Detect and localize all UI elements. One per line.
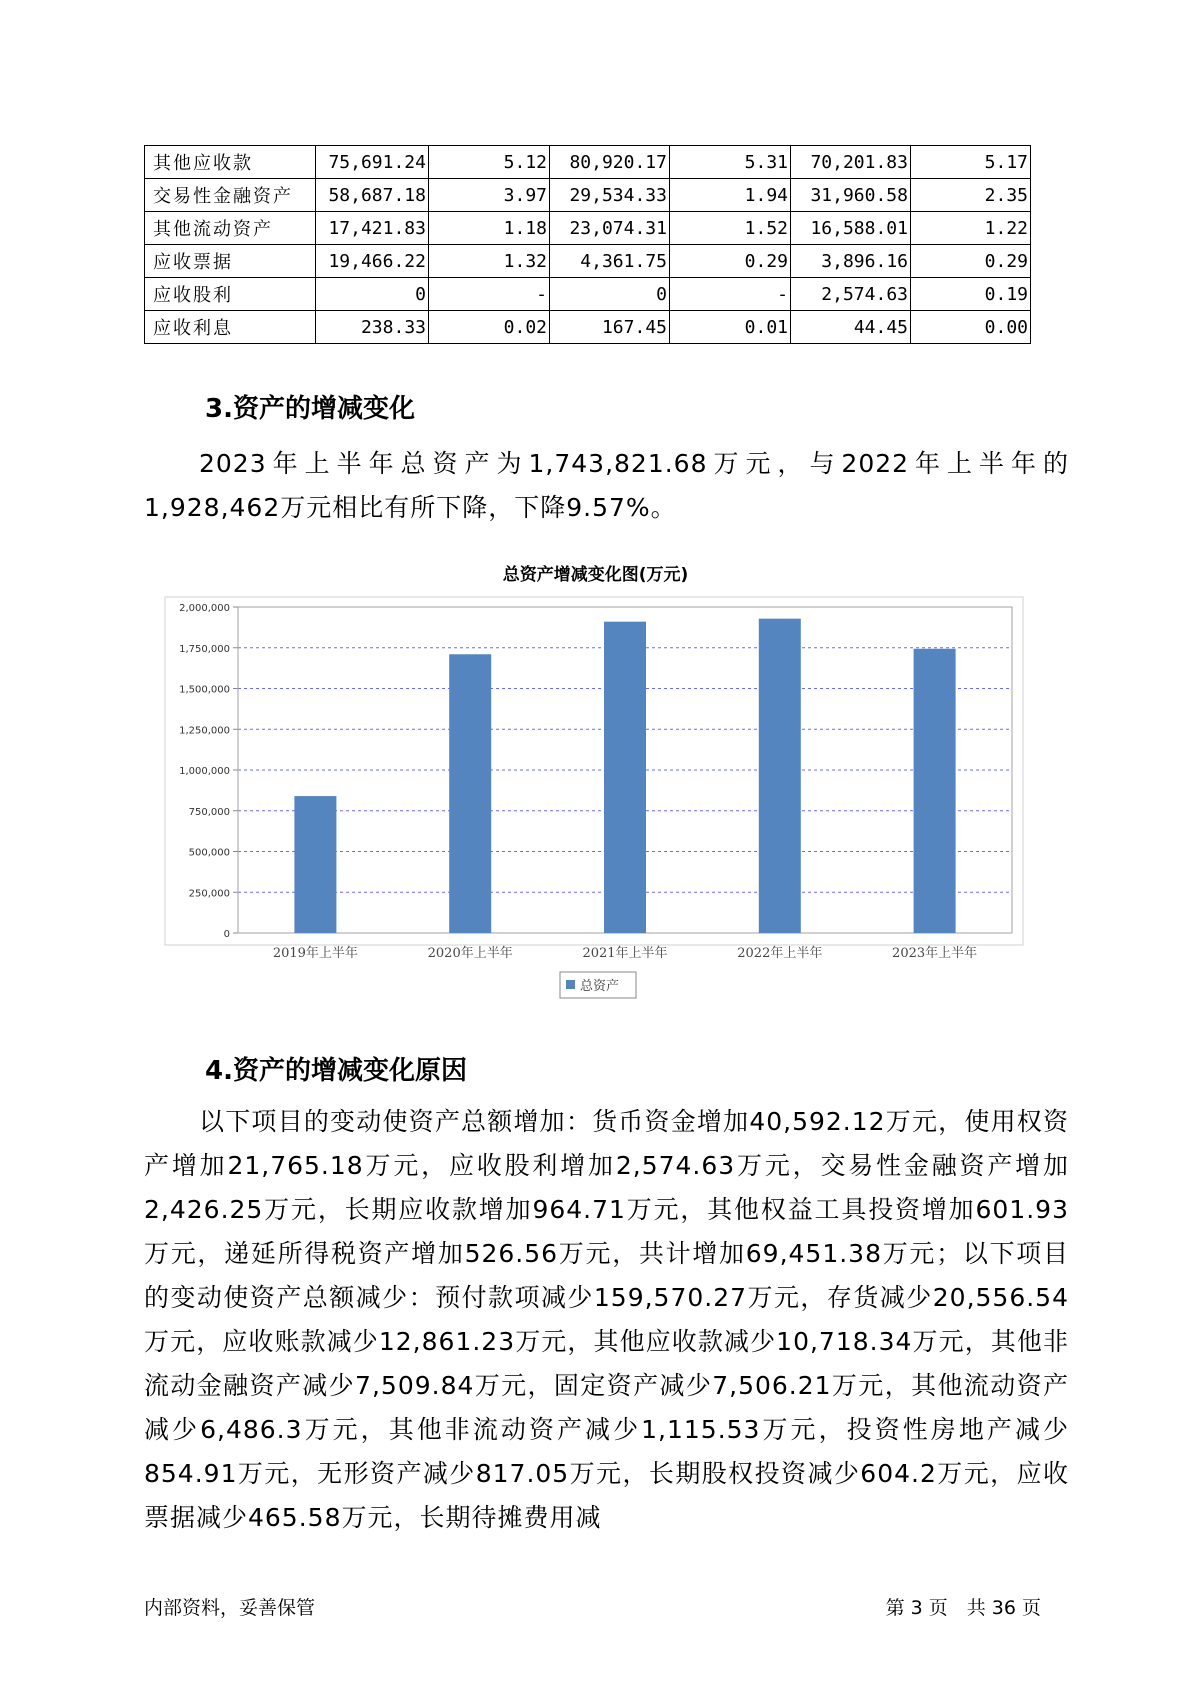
chart-outer-frame bbox=[165, 597, 1023, 945]
value-cell: 19,466.22 bbox=[316, 245, 429, 278]
x-tick-label: 2022年上半年 bbox=[737, 946, 823, 961]
value-cell: 3.97 bbox=[429, 179, 550, 212]
value-cell: 5.31 bbox=[670, 146, 791, 179]
x-tick-label: 2021年上半年 bbox=[582, 946, 668, 961]
value-cell: 44.45 bbox=[791, 311, 911, 344]
y-tick-label: 1,250,000 bbox=[179, 725, 230, 737]
value-cell: 0 bbox=[550, 278, 670, 311]
value-cell: 5.17 bbox=[911, 146, 1031, 179]
value-cell: 1.18 bbox=[429, 212, 550, 245]
value-cell: 0.02 bbox=[429, 311, 550, 344]
y-tick-label: 1,000,000 bbox=[179, 766, 230, 777]
y-tick-label: 500,000 bbox=[188, 847, 230, 859]
row-label-cell: 应收利息 bbox=[145, 311, 316, 344]
y-tick-label: 2,000,000 bbox=[179, 603, 230, 614]
x-tick-label: 2020年上半年 bbox=[427, 946, 513, 961]
bar-2019年上半年 bbox=[294, 796, 336, 933]
legend-swatch bbox=[566, 980, 575, 989]
value-cell: 2.35 bbox=[911, 179, 1031, 212]
row-label-cell: 交易性金融资产 bbox=[145, 179, 316, 212]
legend-label: 总资产 bbox=[580, 979, 620, 994]
value-cell: 3,896.16 bbox=[791, 245, 911, 278]
value-cell: 17,421.83 bbox=[316, 212, 429, 245]
row-label-cell: 其他流动资产 bbox=[145, 212, 316, 245]
value-cell: 0 bbox=[316, 278, 429, 311]
value-cell: 31,960.58 bbox=[791, 179, 911, 212]
value-cell: 167.45 bbox=[550, 311, 670, 344]
value-cell: 5.12 bbox=[429, 146, 550, 179]
value-cell: 1.32 bbox=[429, 245, 550, 278]
row-label-cell: 应收股利 bbox=[145, 278, 316, 311]
y-tick-label: 0 bbox=[223, 929, 230, 940]
value-cell: 0.29 bbox=[911, 245, 1031, 278]
footer-confidential-note: 内部资料，妥善保管 bbox=[144, 1597, 316, 1619]
value-cell: 23,074.31 bbox=[550, 212, 670, 245]
section-4-paragraph: 以下项目的变动使资产总额增加：货币资金增加40,592.12万元，使用权资产增加21,765.18万元，应收股利增加2,574.63万元，交易性金融资产增加2,426.25万元，长期应收款增加964.71万元，其他权益工具投资增加601.93万元，递延所得税资产增加526.56万元，共计增加69,451.38万元；以下项目的变动使资产总额减少：预付款项减少159,570.27万元，存货减少20,556.54万元，应收账款减少12,861.23万元，其他应收款减少10,718.34万元，其他非流动金融资产减少7,509.84万元，固定资产减少7,506.21万元，其他流动资产减少6,486.3万元，其他非流动资产减少1,115.53万元，投资性房地产减少854.91万元，无形资产减少817.05万元，长期股权投资减少604.2万元，应收票据减少465.58万元，长期待摊费用减 bbox=[144, 1107, 1069, 1532]
bar-2021年上半年 bbox=[604, 622, 646, 933]
y-tick-label: 250,000 bbox=[188, 888, 230, 900]
value-cell: 16,588.01 bbox=[791, 212, 911, 245]
x-tick-label: 2019年上半年 bbox=[272, 946, 358, 961]
value-cell: 80,920.17 bbox=[550, 146, 670, 179]
chart-title: 总资产增减变化图(万元) bbox=[502, 565, 689, 585]
y-tick-label: 1,750,000 bbox=[179, 643, 230, 655]
value-cell: 0.29 bbox=[670, 245, 791, 278]
value-cell: 0.00 bbox=[911, 311, 1031, 344]
value-cell: 0.01 bbox=[670, 311, 791, 344]
row-label-cell: 应收票据 bbox=[145, 245, 316, 278]
bar-2023年上半年 bbox=[914, 649, 956, 933]
bar-2020年上半年 bbox=[449, 654, 491, 933]
value-cell: - bbox=[670, 278, 791, 311]
value-cell: 238.33 bbox=[316, 311, 429, 344]
section-4-heading: 4.资产的增减变化原因 bbox=[205, 1056, 467, 1086]
row-label-cell: 其他应收款 bbox=[145, 146, 316, 179]
value-cell: 2,574.63 bbox=[791, 278, 911, 311]
value-cell: - bbox=[429, 278, 550, 311]
value-cell: 4,361.75 bbox=[550, 245, 670, 278]
section-3-paragraph: 2023年上半年总资产为1,743,821.68万元，与2022年上半年的1,928,462万元相比有所下降，下降9.57%。 bbox=[144, 449, 1069, 522]
value-cell: 1.22 bbox=[911, 212, 1031, 245]
x-tick-label: 2023年上半年 bbox=[892, 946, 978, 961]
value-cell: 0.19 bbox=[911, 278, 1031, 311]
y-tick-label: 1,500,000 bbox=[179, 684, 230, 696]
value-cell: 58,687.18 bbox=[316, 179, 429, 212]
footer-page-number: 第 3 页 共 36 页 bbox=[885, 1597, 1041, 1619]
bar-2022年上半年 bbox=[759, 619, 801, 933]
value-cell: 75,691.24 bbox=[316, 146, 429, 179]
value-cell: 70,201.83 bbox=[791, 146, 911, 179]
value-cell: 1.94 bbox=[670, 179, 791, 212]
section-3-heading: 3.资产的增减变化 bbox=[205, 394, 415, 424]
y-tick-label: 750,000 bbox=[188, 806, 230, 818]
value-cell: 29,534.33 bbox=[550, 179, 670, 212]
value-cell: 1.52 bbox=[670, 212, 791, 245]
